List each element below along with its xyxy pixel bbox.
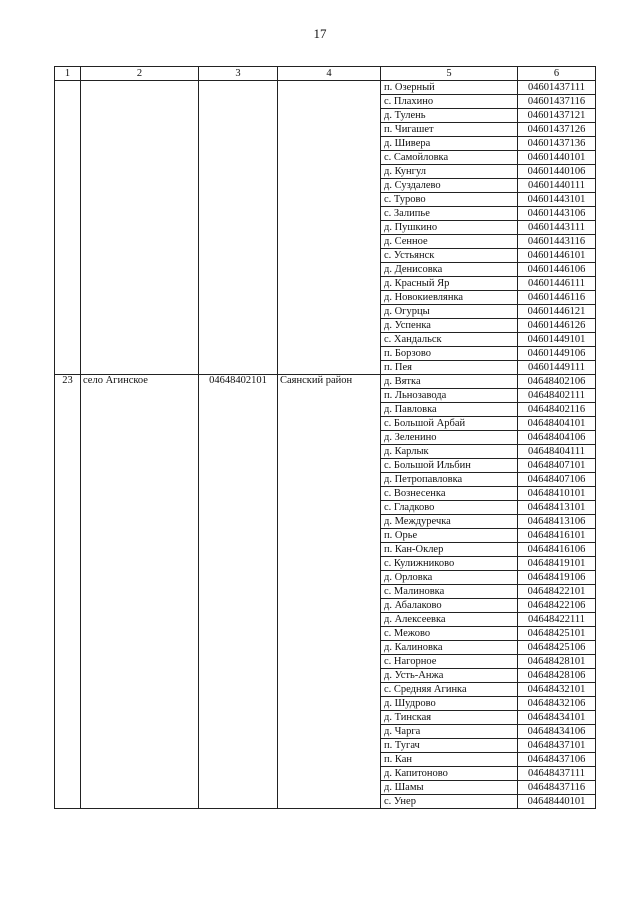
municipality-code-cell [199, 81, 278, 375]
settlement-name-cell: п. Озерный [381, 81, 518, 95]
settlements-table [54, 66, 596, 809]
settlement-code-cell: 04648425106 [518, 641, 596, 655]
settlement-name-cell: д. Междуречка [381, 515, 518, 529]
settlement-name-cell: д. Кунгул [381, 165, 518, 179]
settlement-code-cell: 04648437101 [518, 739, 596, 753]
settlement-name-cell: д. Пушкино [381, 221, 518, 235]
settlement-code-cell: 04601437116 [518, 95, 596, 109]
settlement-name-cell: д. Сенное [381, 235, 518, 249]
settlement-code-cell: 04601446126 [518, 319, 596, 333]
district-cell: Саянский район [278, 375, 381, 809]
settlement-name-cell: д. Тулень [381, 109, 518, 123]
settlement-name-cell: с. Малиновка [381, 585, 518, 599]
settlement-code-cell: 04601437136 [518, 137, 596, 151]
municipality-name-cell [81, 81, 199, 375]
settlement-code-cell: 04648413101 [518, 501, 596, 515]
settlement-code-cell: 04648402111 [518, 389, 596, 403]
settlement-code-cell: 04601446111 [518, 277, 596, 291]
settlement-code-cell: 04601449111 [518, 361, 596, 375]
settlement-name-cell: д. Красный Яр [381, 277, 518, 291]
settlement-name-cell: с. Большой Ильбин [381, 459, 518, 473]
settlement-name-cell: с. Средняя Агинка [381, 683, 518, 697]
settlement-code-cell: 04601440106 [518, 165, 596, 179]
settlement-code-cell: 04648419101 [518, 557, 596, 571]
settlement-code-cell: 04648428106 [518, 669, 596, 683]
settlement-name-cell: п. Борзово [381, 347, 518, 361]
table-header-row [55, 67, 596, 81]
settlement-name-cell: п. Пея [381, 361, 518, 375]
settlement-name-cell: с. Нагорное [381, 655, 518, 669]
settlement-name-cell: с. Межово [381, 627, 518, 641]
settlement-code-cell: 04601449106 [518, 347, 596, 361]
settlement-name-cell: д. Алексеевка [381, 613, 518, 627]
settlement-code-cell: 04648404101 [518, 417, 596, 431]
settlement-name-cell: д. Успенка [381, 319, 518, 333]
settlement-code-cell: 04648407101 [518, 459, 596, 473]
settlement-code-cell: 04648416101 [518, 529, 596, 543]
settlement-name-cell: п. Кан-Оклер [381, 543, 518, 557]
settlement-code-cell: 04648440101 [518, 795, 596, 809]
settlement-name-cell: д. Суздалево [381, 179, 518, 193]
settlement-code-cell: 04601437126 [518, 123, 596, 137]
settlement-code-cell: 04601443101 [518, 193, 596, 207]
settlement-name-cell: п. Тугач [381, 739, 518, 753]
settlement-code-cell: 04601446121 [518, 305, 596, 319]
settlement-name-cell: д. Тинская [381, 711, 518, 725]
column-header-3: 3 [199, 67, 278, 81]
settlement-code-cell: 04648422101 [518, 585, 596, 599]
settlement-name-cell: д. Новокиевлянка [381, 291, 518, 305]
settlement-name-cell: п. Льнозавода [381, 389, 518, 403]
settlement-code-cell: 04648432101 [518, 683, 596, 697]
settlement-name-cell: д. Зеленино [381, 431, 518, 445]
settlement-code-cell: 04648422106 [518, 599, 596, 613]
column-header-5: 5 [381, 67, 518, 81]
settlement-name-cell: с. Устьянск [381, 249, 518, 263]
settlement-name-cell: с. Хандальск [381, 333, 518, 347]
settlement-code-cell: 04648434106 [518, 725, 596, 739]
settlement-name-cell: д. Усть-Анжа [381, 669, 518, 683]
settlement-code-cell: 04601446106 [518, 263, 596, 277]
settlement-code-cell: 04601440111 [518, 179, 596, 193]
settlement-name-cell: с. Вознесенка [381, 487, 518, 501]
settlement-name-cell: с. Залипье [381, 207, 518, 221]
settlement-name-cell: п. Чигашет [381, 123, 518, 137]
settlement-code-cell: 04648402106 [518, 375, 596, 389]
row-number-cell: 23 [55, 375, 81, 809]
column-header-2: 2 [81, 67, 199, 81]
settlement-name-cell: д. Огурцы [381, 305, 518, 319]
settlement-code-cell: 04601449101 [518, 333, 596, 347]
settlement-name-cell: с. Унер [381, 795, 518, 809]
settlement-code-cell: 04648404106 [518, 431, 596, 445]
settlement-code-cell: 04648407106 [518, 473, 596, 487]
settlement-code-cell: 04648434101 [518, 711, 596, 725]
settlement-code-cell: 04648437116 [518, 781, 596, 795]
settlement-name-cell: д. Калиновка [381, 641, 518, 655]
column-header-4: 4 [278, 67, 381, 81]
settlement-code-cell: 04601446101 [518, 249, 596, 263]
column-header-1: 1 [55, 67, 81, 81]
settlement-code-cell: 04601446116 [518, 291, 596, 305]
settlement-code-cell: 04648437106 [518, 753, 596, 767]
settlement-name-cell: с. Большой Арбай [381, 417, 518, 431]
settlement-name-cell: д. Павловка [381, 403, 518, 417]
settlement-name-cell: с. Турово [381, 193, 518, 207]
district-cell [278, 81, 381, 375]
settlement-code-cell: 04648428101 [518, 655, 596, 669]
table-row [55, 375, 596, 389]
settlement-name-cell: д. Капитоново [381, 767, 518, 781]
settlement-code-cell: 04648416106 [518, 543, 596, 557]
settlement-code-cell: 04601443106 [518, 207, 596, 221]
settlement-name-cell: д. Шивера [381, 137, 518, 151]
municipality-code-cell: 04648402101 [199, 375, 278, 809]
settlement-code-cell: 04601440101 [518, 151, 596, 165]
settlement-name-cell: д. Шамы [381, 781, 518, 795]
settlement-code-cell: 04601437121 [518, 109, 596, 123]
settlement-code-cell: 04648437111 [518, 767, 596, 781]
settlement-name-cell: д. Вятка [381, 375, 518, 389]
settlement-name-cell: с. Кулижниково [381, 557, 518, 571]
settlement-code-cell: 04648402116 [518, 403, 596, 417]
settlement-name-cell: с. Плахино [381, 95, 518, 109]
settlement-code-cell: 04648422111 [518, 613, 596, 627]
settlement-code-cell: 04601443111 [518, 221, 596, 235]
settlement-name-cell: д. Чарга [381, 725, 518, 739]
municipality-name-cell: село Агинское [81, 375, 199, 809]
settlement-code-cell: 04648404111 [518, 445, 596, 459]
settlement-name-cell: д. Абалаково [381, 599, 518, 613]
page-number: 17 [313, 26, 327, 41]
settlement-name-cell: д. Шудрово [381, 697, 518, 711]
settlement-name-cell: п. Орье [381, 529, 518, 543]
settlement-name-cell: д. Денисовка [381, 263, 518, 277]
settlement-name-cell: д. Петропавловка [381, 473, 518, 487]
settlement-name-cell: с. Гладково [381, 501, 518, 515]
column-header-6: 6 [518, 67, 596, 81]
settlement-code-cell: 04601437111 [518, 81, 596, 95]
settlement-code-cell: 04648413106 [518, 515, 596, 529]
settlement-name-cell: д. Карлык [381, 445, 518, 459]
settlement-name-cell: д. Орловка [381, 571, 518, 585]
settlement-name-cell: с. Самойловка [381, 151, 518, 165]
settlement-name-cell: п. Кан [381, 753, 518, 767]
settlement-code-cell: 04601443116 [518, 235, 596, 249]
row-number-cell [55, 81, 81, 375]
table-row [55, 81, 596, 95]
settlement-code-cell: 04648410101 [518, 487, 596, 501]
settlement-code-cell: 04648432106 [518, 697, 596, 711]
settlement-code-cell: 04648425101 [518, 627, 596, 641]
settlement-code-cell: 04648419106 [518, 571, 596, 585]
